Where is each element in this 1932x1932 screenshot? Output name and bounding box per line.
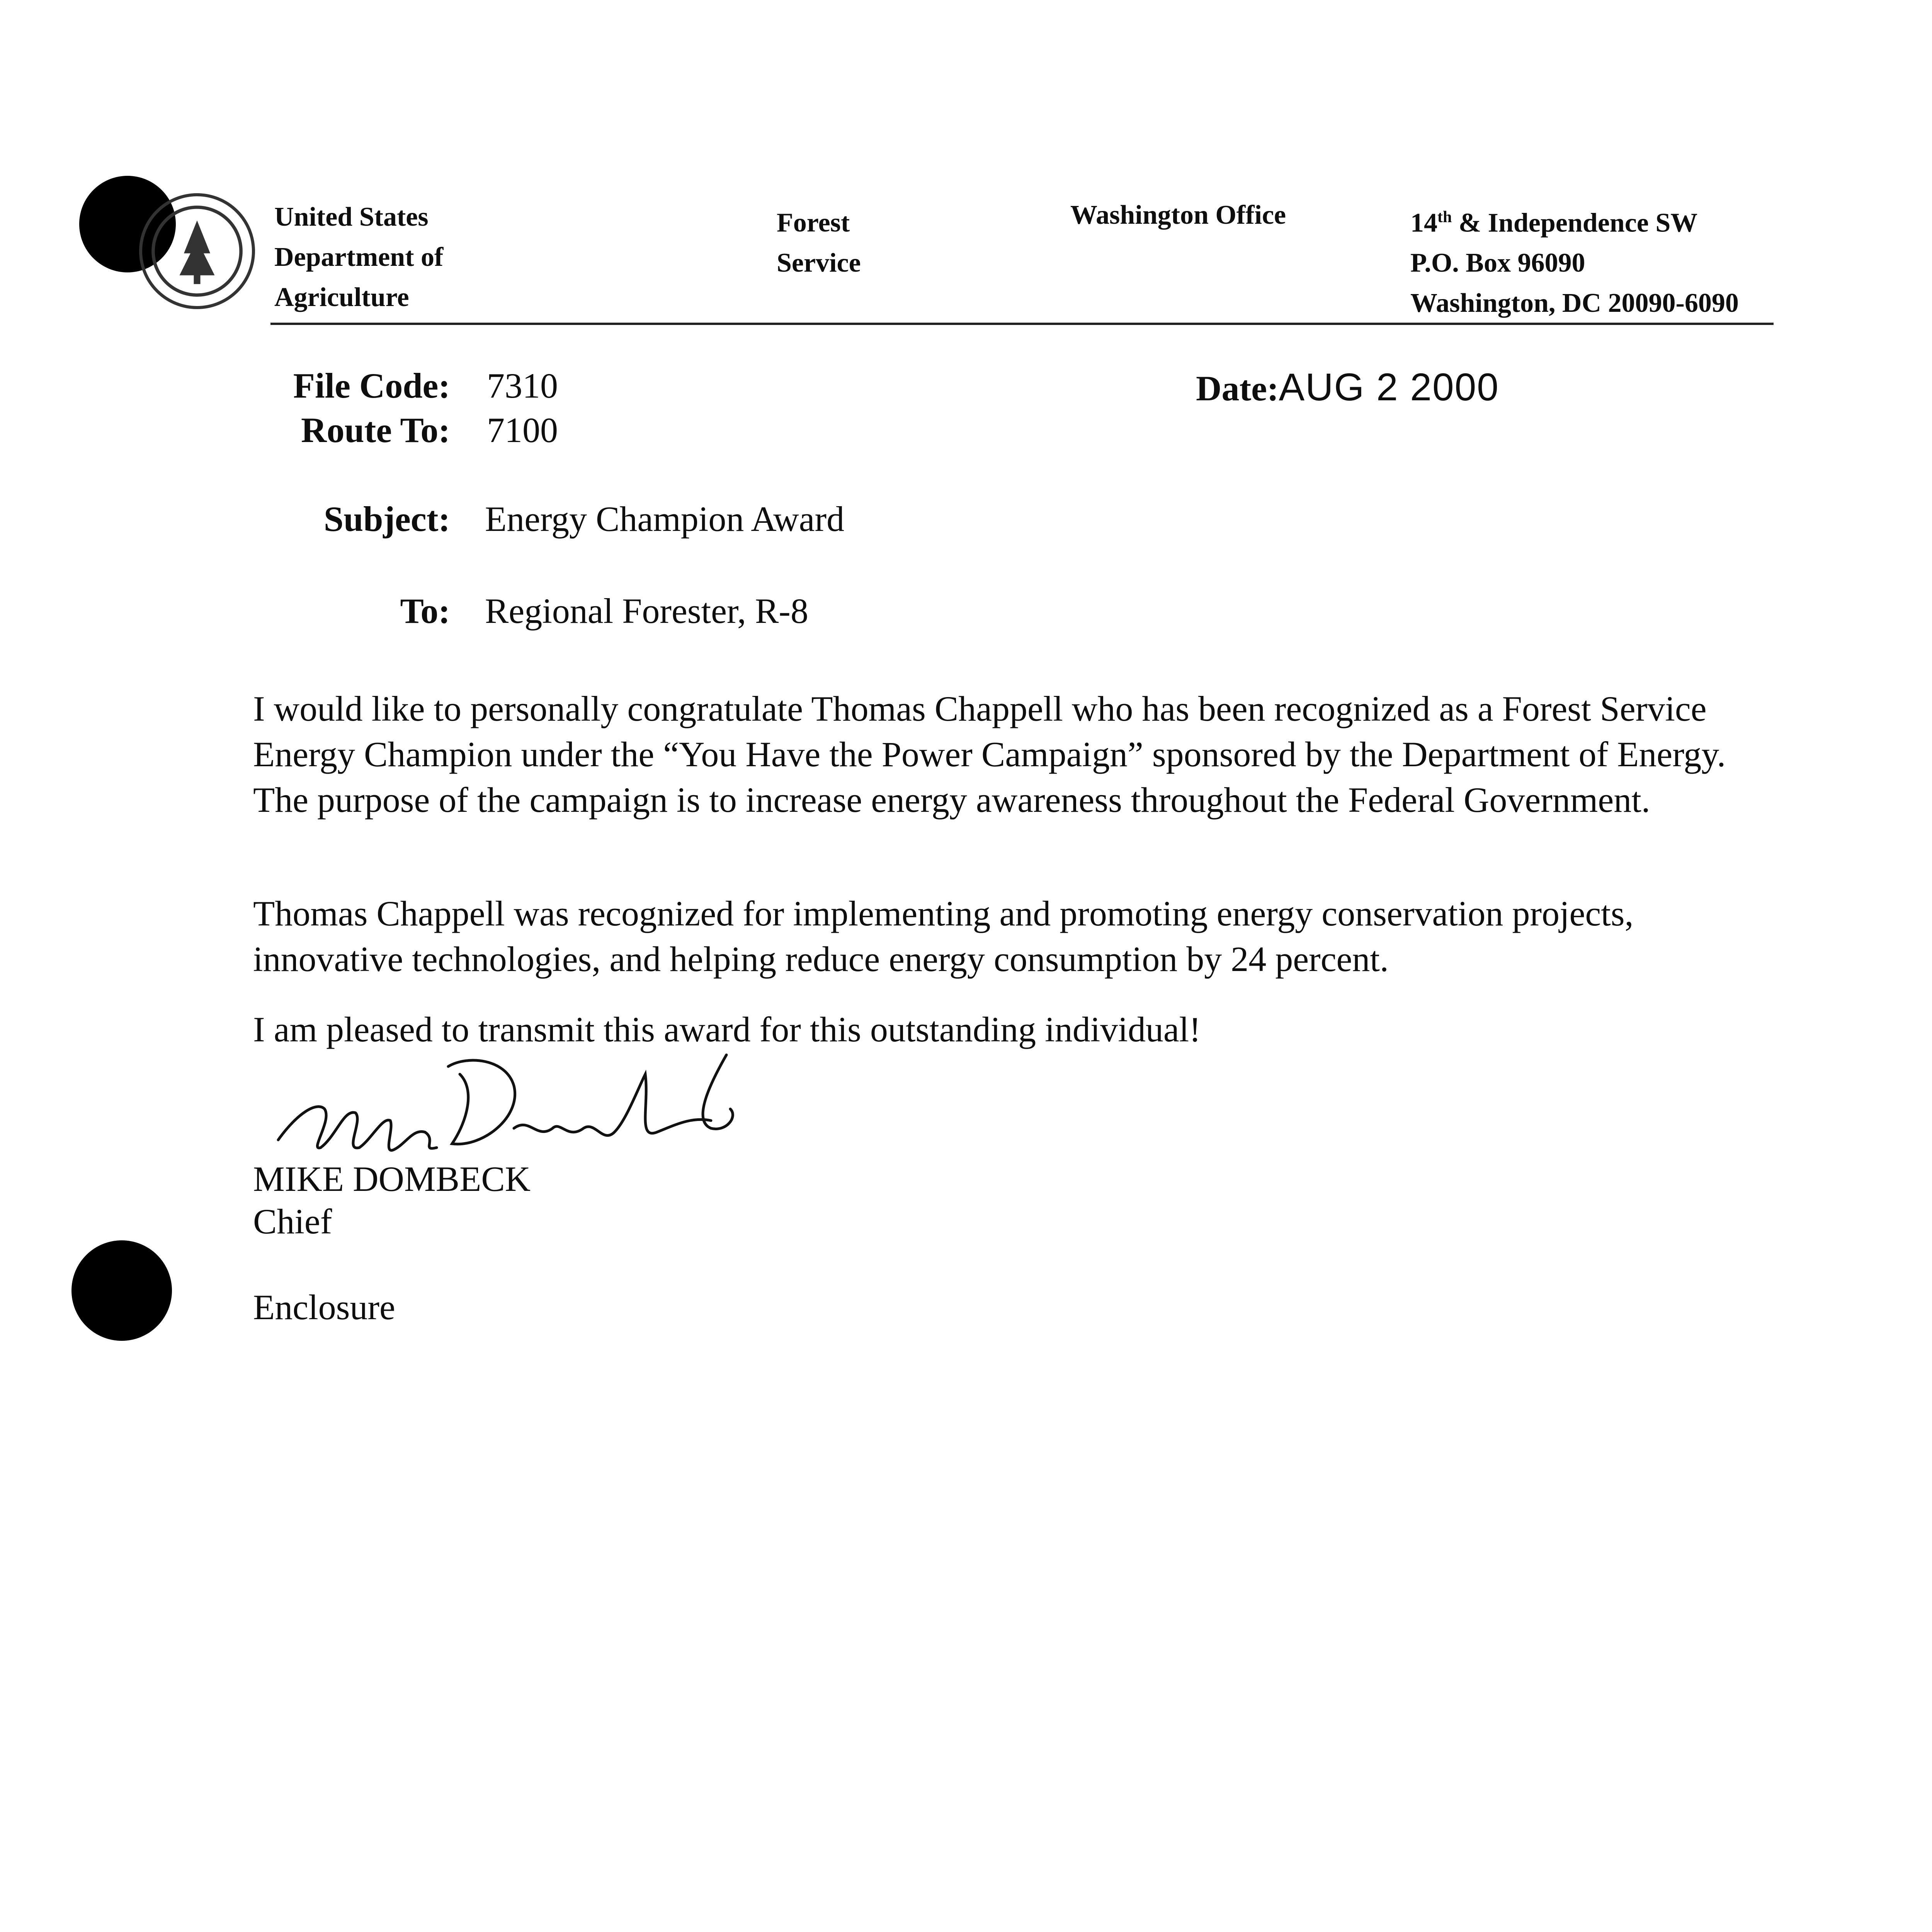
office-name: Washington Office <box>1070 200 1286 230</box>
route-to-label: Route To: <box>301 410 450 450</box>
date-field <box>1196 365 1499 410</box>
body-paragraph-3: I am pleased to transmit this award for this outstanding individual! <box>253 1010 1201 1049</box>
address-line-1: 14th & Independence SW <box>1410 208 1698 238</box>
signer-name: MIKE DOMBECK <box>253 1159 531 1199</box>
signer-title: Chief <box>253 1202 332 1241</box>
subject-label: Subject: <box>323 499 450 539</box>
enclosure-note: Enclosure <box>253 1287 395 1327</box>
route-to-value: 7100 <box>487 410 558 450</box>
to-label: To: <box>400 591 450 631</box>
address-line-2: P.O. Box 96090 <box>1410 248 1585 278</box>
letterhead-rule <box>270 323 1774 325</box>
file-code-value: 7310 <box>487 366 558 405</box>
usda-seal-icon <box>139 193 255 309</box>
address-line-3: Washington, DC 20090-6090 <box>1410 288 1739 318</box>
agency-name <box>274 197 443 318</box>
file-code-label: File Code: <box>293 366 450 405</box>
to-value: Regional Forester, R-8 <box>485 591 808 631</box>
hole-punch-middle <box>71 1240 172 1341</box>
subject-value: Energy Champion Award <box>485 499 845 539</box>
office-address <box>1410 197 1739 323</box>
service-name <box>777 203 861 283</box>
agency-line-3: Agriculture <box>274 282 409 312</box>
date-stamp: AUG 2 2000 <box>1279 366 1499 409</box>
date-label: Date: <box>1196 369 1279 408</box>
body-paragraph-2: Thomas Chappell was recognized for implementing and promoting energy conservation projects, innovative technologies, and helping reduce energy consumption by 24 percent. <box>253 894 1634 979</box>
agency-line-2: Department of <box>274 242 444 272</box>
service-line-1: Forest <box>777 208 850 238</box>
agency-line-1: United States <box>274 202 429 232</box>
service-line-2: Service <box>777 248 861 278</box>
body-paragraph-1: I would like to personally congratulate Thomas Chappell who has been recognized as a Forest Service Energy Champion under the “You Have the Power Campaign” sponsored by the Department of Energy. The purpose of the campaign is to increase energy awareness throughout the Federal Government. <box>253 689 1726 820</box>
